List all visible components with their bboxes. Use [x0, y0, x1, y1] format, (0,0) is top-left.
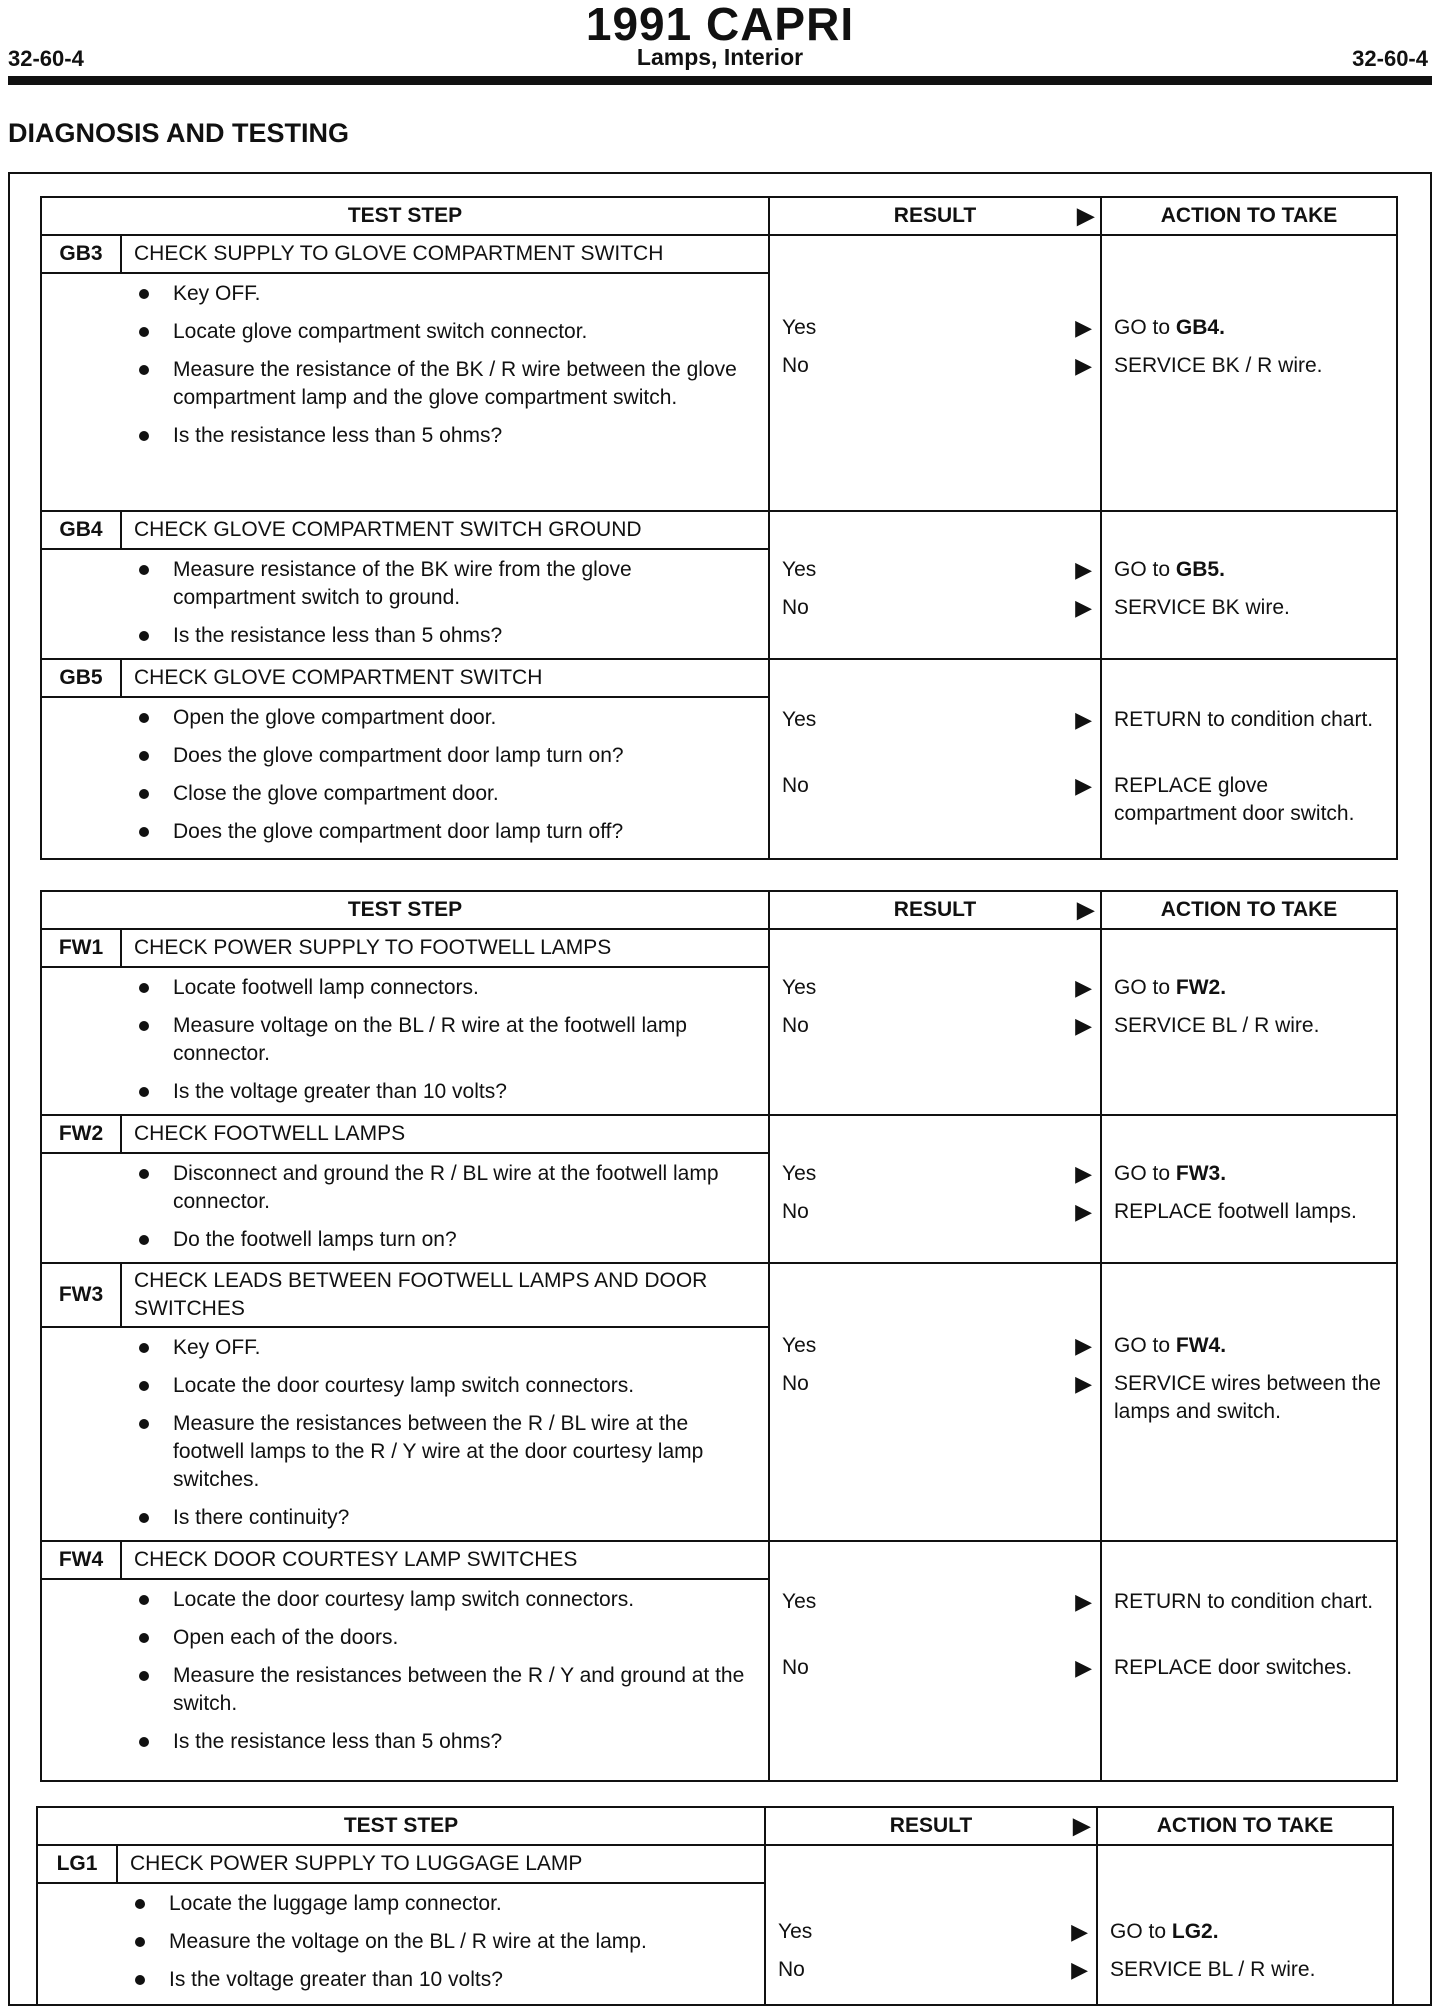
header-result-label: RESULT	[889, 1814, 973, 1837]
action-no	[1110, 1956, 1384, 1984]
test-step-table	[36, 1806, 1394, 2006]
step-instructions	[121, 1327, 769, 1541]
result-label: No	[782, 1656, 809, 1679]
action-text: REPLACE glove compartment door switch.	[1114, 774, 1355, 825]
header-action: ACTION TO TAKE	[1101, 891, 1397, 929]
instruction-item: Is there continuity?	[135, 1504, 758, 1532]
step-code: GB3	[41, 235, 121, 273]
section-code-left: 32-60-4	[8, 46, 84, 71]
instruction-item: Disconnect and ground the R / BL wire at the footwell lamp connector.	[135, 1160, 758, 1216]
step-code: GB4	[41, 511, 121, 549]
result-label: No	[778, 1958, 805, 1981]
action-yes	[1110, 1918, 1384, 1946]
header-action: ACTION TO TAKE	[1097, 1807, 1393, 1845]
header-action: ACTION TO TAKE	[1101, 197, 1397, 235]
instruction-list	[121, 1328, 768, 1540]
action-step-ref: GB4.	[1175, 316, 1225, 339]
step-code-spacer	[41, 967, 121, 1115]
action-text: REPLACE footwell lamps.	[1114, 1200, 1357, 1223]
action-cell	[1101, 659, 1397, 859]
action-no	[1114, 1370, 1388, 1426]
instruction-item: Is the voltage greater than 10 volts?	[131, 1966, 754, 1994]
step-title: CHECK LEADS BETWEEN FOOTWELL LAMPS AND DOOR SWITCHES	[121, 1263, 769, 1327]
step-title: CHECK SUPPLY TO GLOVE COMPARTMENT SWITCH	[121, 235, 769, 273]
arrow-right-icon: ▶	[1075, 1589, 1093, 1614]
instruction-item: Is the voltage greater than 10 volts?	[135, 1078, 758, 1106]
result-yes	[782, 556, 1094, 584]
action-yes	[1114, 314, 1388, 342]
step-code: LG1	[37, 1845, 117, 1883]
action-yes	[1114, 974, 1388, 1002]
result-label: No	[782, 774, 809, 797]
action-step-ref: FW4.	[1175, 1334, 1227, 1357]
action-cell	[1101, 1541, 1397, 1781]
step-instructions	[121, 967, 769, 1115]
instruction-list	[121, 698, 768, 854]
step-code-spacer	[41, 273, 121, 511]
section-heading: DIAGNOSIS AND TESTING	[8, 118, 350, 148]
arrow-right-icon: ▶	[1075, 1655, 1093, 1680]
step-title: CHECK GLOVE COMPARTMENT SWITCH	[121, 659, 769, 697]
step-code-spacer	[41, 697, 121, 859]
action-yes	[1114, 1160, 1388, 1188]
result-label: Yes	[782, 1590, 817, 1613]
instruction-item: Locate footwell lamp connectors.	[135, 974, 758, 1002]
step-code: FW4	[41, 1541, 121, 1579]
result-label: Yes	[782, 1162, 817, 1185]
instruction-list	[121, 1580, 768, 1764]
instruction-list	[121, 968, 768, 1114]
action-no	[1114, 772, 1388, 828]
result-yes	[782, 1588, 1094, 1616]
header-result-label: RESULT	[893, 204, 977, 227]
result-yes	[782, 1160, 1094, 1188]
step-instructions	[121, 697, 769, 859]
result-yes	[782, 314, 1094, 342]
action-cell	[1101, 511, 1397, 659]
step-code-spacer	[41, 1579, 121, 1781]
action-step-ref: LG2.	[1171, 1920, 1219, 1943]
section-code-right: 32-60-4	[1352, 46, 1428, 71]
action-yes	[1114, 1588, 1388, 1616]
result-no	[782, 1012, 1094, 1040]
result-yes	[778, 1918, 1090, 1946]
instruction-item: Measure the resistances between the R / Y and ground at the switch.	[135, 1662, 758, 1718]
arrow-right-icon: ▶	[1075, 595, 1093, 620]
instruction-item: Measure the resistances between the R / BL wire at the footwell lamps to the R / Y wire at the door courtesy lamp switches.	[135, 1410, 758, 1494]
arrow-right-icon: ▶	[1075, 1013, 1093, 1038]
step-code: FW1	[41, 929, 121, 967]
arrow-right-icon: ▶	[1075, 1199, 1093, 1224]
action-text: GO to	[1114, 1162, 1171, 1185]
step-code-spacer	[41, 1153, 121, 1263]
arrow-right-icon: ▶	[1075, 1371, 1093, 1396]
instruction-list	[117, 1884, 764, 2002]
result-label: Yes	[778, 1920, 813, 1943]
instruction-item: Measure resistance of the BK wire from the glove compartment switch to ground.	[135, 556, 758, 612]
action-yes	[1114, 1332, 1388, 1360]
result-yes	[782, 1332, 1094, 1360]
step-instructions	[121, 273, 769, 511]
step-code-spacer	[41, 1327, 121, 1541]
instruction-item: Locate the door courtesy lamp switch connectors.	[135, 1586, 758, 1614]
step-code: GB5	[41, 659, 121, 697]
action-text: SERVICE BK wire.	[1114, 596, 1290, 619]
step-code-spacer	[41, 549, 121, 659]
result-yes	[782, 974, 1094, 1002]
action-text: SERVICE BL / R wire.	[1114, 1014, 1320, 1037]
step-instructions	[121, 1579, 769, 1781]
result-cell	[769, 929, 1101, 1115]
action-step-ref: GB5.	[1175, 558, 1225, 581]
step-title: CHECK DOOR COURTESY LAMP SWITCHES	[121, 1541, 769, 1579]
action-yes	[1114, 706, 1388, 734]
arrow-right-icon: ▶	[1071, 1957, 1089, 1982]
result-label: No	[782, 596, 809, 619]
result-cell	[769, 1263, 1101, 1541]
instruction-list	[121, 274, 768, 458]
step-code: FW3	[41, 1263, 121, 1327]
instruction-item: Locate the door courtesy lamp switch connectors.	[135, 1372, 758, 1400]
page-header	[0, 0, 1440, 90]
manual-title: 1991 CAPRI	[585, 0, 855, 50]
action-no	[1114, 594, 1388, 622]
instruction-item: Locate glove compartment switch connector.	[135, 318, 758, 346]
result-no	[782, 772, 1094, 800]
arrow-right-icon: ▶	[1077, 203, 1095, 228]
action-text: GO to	[1110, 1920, 1167, 1943]
instruction-list	[121, 1154, 768, 1262]
arrow-right-icon: ▶	[1077, 897, 1095, 922]
header-result	[769, 891, 1101, 929]
result-cell	[769, 1541, 1101, 1781]
instruction-item: Does the glove compartment door lamp turn on?	[135, 742, 758, 770]
step-title: CHECK POWER SUPPLY TO LUGGAGE LAMP	[117, 1845, 765, 1883]
header-rule	[8, 76, 1432, 85]
arrow-right-icon: ▶	[1075, 557, 1093, 582]
arrow-right-icon: ▶	[1075, 773, 1093, 798]
instruction-item: Is the resistance less than 5 ohms?	[135, 1728, 758, 1756]
instruction-item: Key OFF.	[135, 280, 758, 308]
arrow-right-icon: ▶	[1071, 1919, 1089, 1944]
result-label: Yes	[782, 708, 817, 731]
header-test-step: TEST STEP	[37, 1807, 765, 1845]
instruction-item: Is the resistance less than 5 ohms?	[135, 622, 758, 650]
result-label: Yes	[782, 558, 817, 581]
result-cell	[769, 659, 1101, 859]
result-no	[782, 352, 1094, 380]
header-test-step: TEST STEP	[41, 197, 769, 235]
result-label: Yes	[782, 316, 817, 339]
step-code: FW2	[41, 1115, 121, 1153]
result-label: Yes	[782, 976, 817, 999]
action-text: REPLACE door switches.	[1114, 1656, 1353, 1679]
result-label: Yes	[782, 1334, 817, 1357]
action-text: RETURN to condition chart.	[1114, 708, 1374, 731]
result-label: No	[782, 1200, 809, 1223]
action-text: GO to	[1114, 558, 1171, 581]
action-text: GO to	[1114, 976, 1171, 999]
step-title: CHECK POWER SUPPLY TO FOOTWELL LAMPS	[121, 929, 769, 967]
result-yes	[782, 706, 1094, 734]
arrow-right-icon: ▶	[1075, 1333, 1093, 1358]
action-text: GO to	[1114, 316, 1171, 339]
instruction-item: Open the glove compartment door.	[135, 704, 758, 732]
header-result	[769, 197, 1101, 235]
arrow-right-icon: ▶	[1075, 707, 1093, 732]
action-no	[1114, 352, 1388, 380]
action-text: RETURN to condition chart.	[1114, 1590, 1374, 1613]
action-no	[1114, 1012, 1388, 1040]
arrow-right-icon: ▶	[1075, 315, 1093, 340]
result-no	[782, 1198, 1094, 1226]
step-title: CHECK FOOTWELL LAMPS	[121, 1115, 769, 1153]
result-no	[782, 1370, 1094, 1398]
instruction-item: Key OFF.	[135, 1334, 758, 1362]
result-label: No	[782, 354, 809, 377]
result-cell	[769, 235, 1101, 511]
instruction-list	[121, 550, 768, 658]
result-no	[778, 1956, 1090, 1984]
result-cell	[769, 1115, 1101, 1263]
instruction-item: Open each of the doors.	[135, 1624, 758, 1652]
result-label: No	[782, 1014, 809, 1037]
action-text: SERVICE BK / R wire.	[1114, 354, 1323, 377]
test-step-table	[40, 196, 1398, 860]
test-step-table	[40, 890, 1398, 1782]
result-cell	[769, 511, 1101, 659]
step-instructions	[121, 549, 769, 659]
result-no	[782, 1654, 1094, 1682]
action-text: SERVICE BL / R wire.	[1110, 1958, 1316, 1981]
action-no	[1114, 1198, 1388, 1226]
header-test-step: TEST STEP	[41, 891, 769, 929]
arrow-right-icon: ▶	[1075, 975, 1093, 1000]
action-cell	[1097, 1845, 1393, 2005]
action-cell	[1101, 1115, 1397, 1263]
instruction-item: Does the glove compartment door lamp turn off?	[135, 818, 758, 846]
action-cell	[1101, 929, 1397, 1115]
action-cell	[1101, 1263, 1397, 1541]
instruction-item: Close the glove compartment door.	[135, 780, 758, 808]
instruction-item: Measure the resistance of the BK / R wire between the glove compartment lamp and the glove compartment switch.	[135, 356, 758, 412]
instruction-item: Is the resistance less than 5 ohms?	[135, 422, 758, 450]
instruction-item: Measure voltage on the BL / R wire at the footwell lamp connector.	[135, 1012, 758, 1068]
action-step-ref: FW2.	[1175, 976, 1227, 999]
action-yes	[1114, 556, 1388, 584]
action-text: SERVICE wires between the lamps and switch.	[1114, 1372, 1381, 1423]
arrow-right-icon: ▶	[1075, 1161, 1093, 1186]
arrow-right-icon: ▶	[1073, 1813, 1091, 1838]
result-label: No	[782, 1372, 809, 1395]
action-step-ref: FW3.	[1175, 1162, 1227, 1185]
instruction-item: Locate the luggage lamp connector.	[131, 1890, 754, 1918]
action-text: GO to	[1114, 1334, 1171, 1357]
manual-subtitle: Lamps, Interior	[636, 44, 804, 70]
instruction-item: Do the footwell lamps turn on?	[135, 1226, 758, 1254]
header-result	[765, 1807, 1097, 1845]
result-cell	[765, 1845, 1097, 2005]
step-instructions	[121, 1153, 769, 1263]
step-code-spacer	[37, 1883, 117, 2005]
step-instructions	[117, 1883, 765, 2005]
action-cell	[1101, 235, 1397, 511]
action-no	[1114, 1654, 1388, 1682]
result-no	[782, 594, 1094, 622]
header-result-label: RESULT	[893, 898, 977, 921]
arrow-right-icon: ▶	[1075, 353, 1093, 378]
step-title: CHECK GLOVE COMPARTMENT SWITCH GROUND	[121, 511, 769, 549]
instruction-item: Measure the voltage on the BL / R wire at the lamp.	[131, 1928, 754, 1956]
